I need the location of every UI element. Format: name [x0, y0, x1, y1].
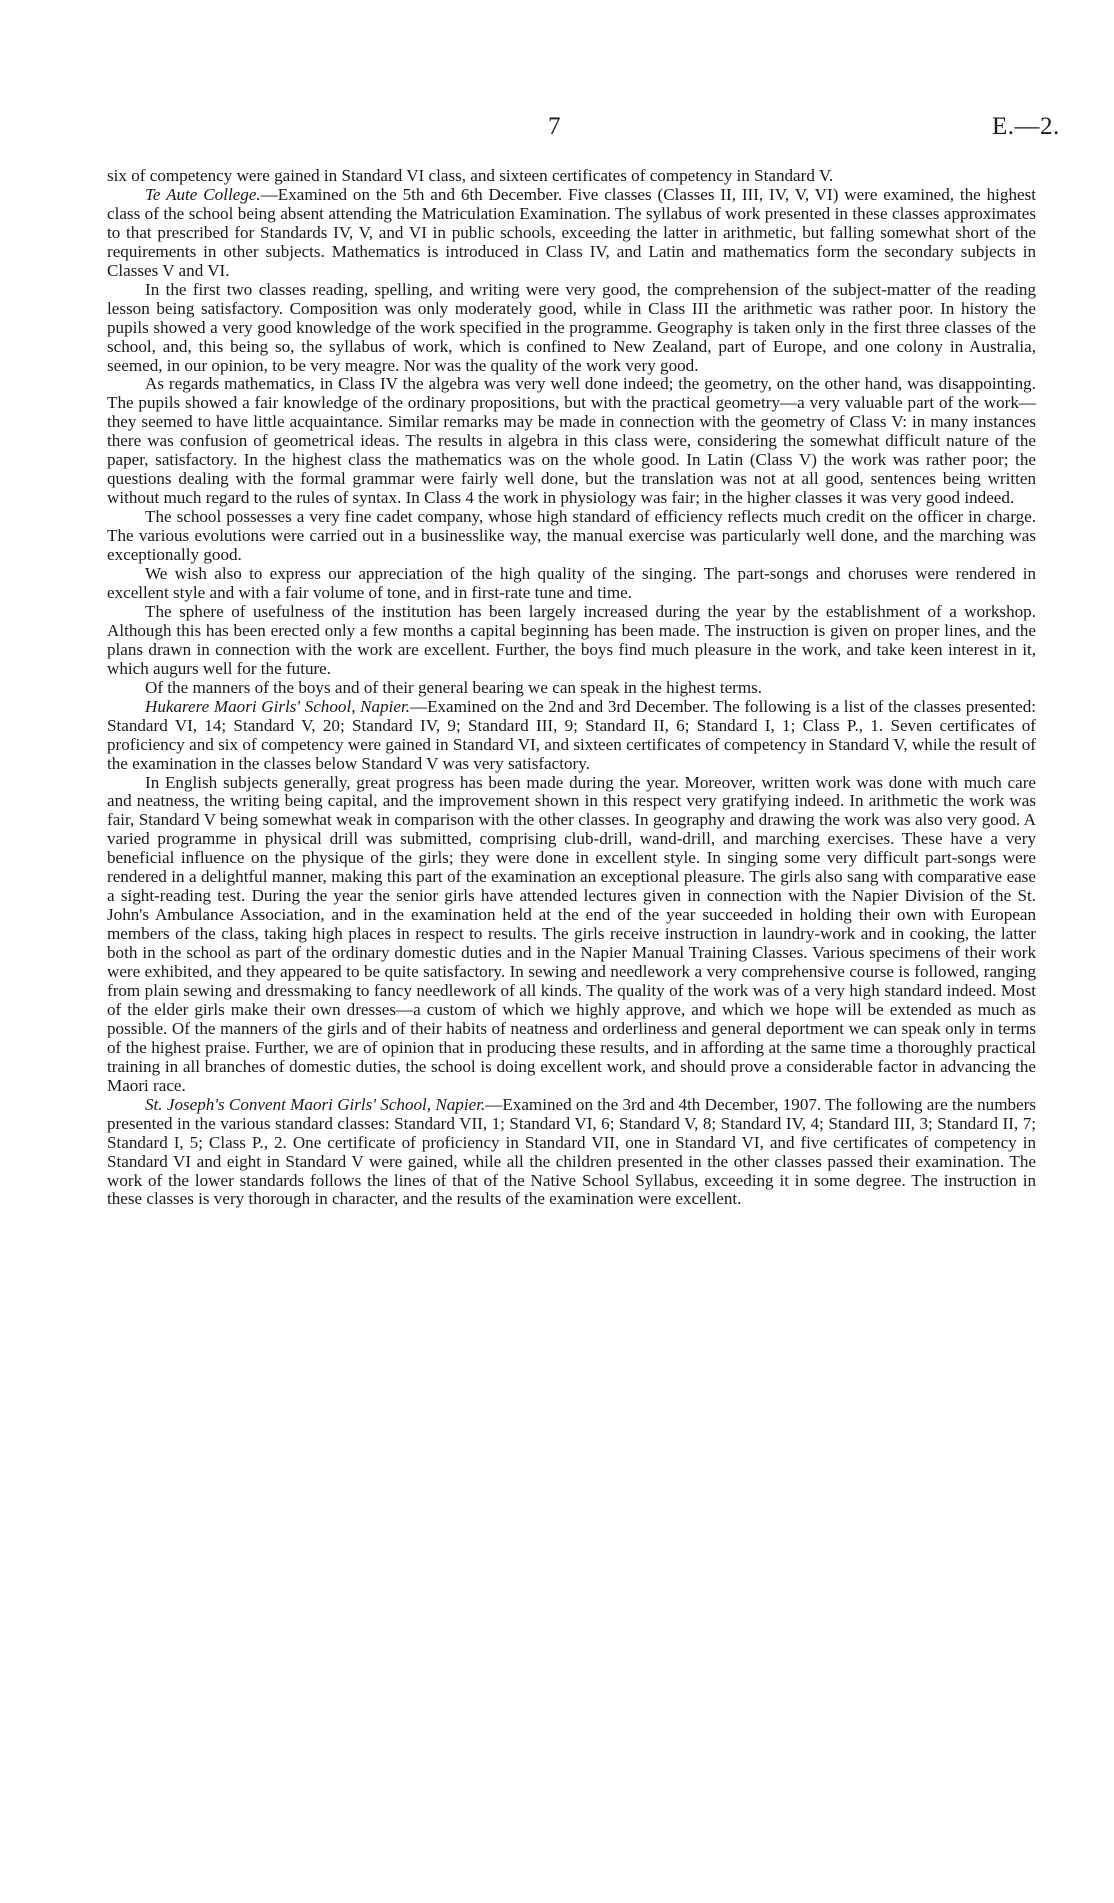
paragraph [107, 281, 1036, 376]
paragraph-text: As regards mathematics, in Class IV the algebra was very well done indeed; the geometry, on the other hand, was disappointing. The pupils showed a fair knowledge of the ordinary propositions, but with the practical geometry—a very valuable part of the work—they seemed to have little acquaintance. Similar remarks may be made in connection with the geometry of Class V: in many instances there was confusion of geometrical ideas. The results in algebra in this class were, considering the somewhat difficult nature of the paper, satisfactory. In the highest class the mathematics was on the whole good. In Latin (Class V) the work was rather poor; the questions dealing with the formal grammar were fairly well done, but the translation was not at all good, sentences being written without much regard to the rules of syntax. In Class 4 the work in physiology was fair; in the higher classes it was very good indeed. [107, 374, 1036, 508]
paragraph [107, 1096, 1036, 1210]
section-lead: Hukarere Maori Girls' School, Napier. [145, 696, 410, 716]
paragraph [107, 375, 1036, 508]
paragraph [107, 679, 1036, 698]
paragraph-text: In English subjects generally, great progress has been made during the year. Moreover, written work was done with much care and neatness, the writing being capital, and the improvement shown in this respect very gratifying indeed. In arithmetic the work was fair, Standard V being somewhat weak in comparison with the other classes. In geography and drawing the work was also very good. A varied programme in physical drill was submitted, comprising club-drill, wand-drill, and marching exercises. These have a very beneficial influence on the physique of the girls; they were done in excellent style. In singing some very difficult part-songs were rendered in a delightful manner, making this part of the examination an exceptional pleasure. The girls also sang with comparative ease a sight-reading test. During the year the senior girls have attended lectures given in connection with the Napier Division of the St. John's Ambulance Association, and in the examination held at the end of the year succeeded in holding their own with European members of the class, taking high places in respect to results. The girls receive instruction in laundry-work and in cooking, the latter both in the school as part of the ordinary domestic duties and in the Napier Manual Training Classes. Various specimens of their work were exhibited, and they appeared to be quite satisfactory. In sewing and needlework a very comprehensive course is followed, ranging from plain sewing and dressmaking to fancy needlework of all kinds. The quality of the work was of a very high standard indeed. Most of the elder girls make their own dresses—a custom of which we highly approve, and which we hope will be extended as much as possible. Of the manners of the girls and of their habits of neatness and orderliness and general deportment we can speak only in terms of the highest praise. Further, we are of opinion that in producing these results, and in affording at the same time a thoroughly practical training in all branches of domestic duties, the school is doing excellent work, and should prove a considerable factor in advancing the Maori race. [107, 772, 1036, 1095]
paragraph-text: The sphere of usefulness of the institution has been largely increased during the year by the establishment of a workshop. Although this has been erected only a few months a capital beginning has been made. The instruction is given on proper lines, and the plans drawn in connection with the work are excellent. Further, the boys find much pleasure in the work, and take keen interest in it, which augurs well for the future. [107, 601, 1036, 678]
paragraph [107, 698, 1036, 774]
page-number: 7 [548, 113, 561, 140]
body-text [107, 167, 1036, 1209]
paragraph [107, 774, 1036, 1096]
paragraph-text: —Examined on the 3rd and 4th December, 1907. The following are the numbers presented in the various standard classes: Standard VII, 1; Standard VI, 6; Standard V, 8; Standard IV, 4; Standard III, 3; Standard II, 7; Standard I, 5; Class P., 2. One certificate of proficiency in Standard VII, one in Standard VI, and five certificates of competency in Standard VI and eight in Standard V were gained, while all the children presented in the other classes passed their examination. The work of the lower standards follows the lines of that of the Native School Syllabus, exceeding it in some degree. The instruction in these classes is very thorough in character, and the results of the examination were excellent. [107, 1094, 1036, 1209]
paragraph [107, 508, 1036, 565]
document-reference: E.—2. [992, 113, 1060, 140]
section-lead: Te Aute College. [145, 184, 261, 204]
paragraph-text: In the first two classes reading, spelling, and writing were very good, the comprehension of the subject-matter of the reading lesson being satisfactory. Composition was only moderately good, while in Class III the arithmetic was rather poor. In history the pupils showed a very good knowledge of the work specified in the programme. Geography is taken only in the first three classes of the school, and, this being so, the syllabus of work, which is confined to New Zealand, part of Europe, and one colony in Australia, seemed, in our opinion, to be very meagre. Nor was the quality of the work very good. [107, 279, 1036, 375]
paragraph-text: —Examined on the 5th and 6th December. Five classes (Classes II, III, IV, V, VI) were examined, the highest class of the school being absent attending the Matriculation Examination. The syllabus of work presented in these classes approximates to that prescribed for Standards IV, V, and VI in public schools, exceeding the latter in arithmetic, but falling somewhat short of the requirements in other subjects. Mathematics is introduced in Class IV, and Latin and mathematics form the secondary subjects in Classes V and VI. [107, 184, 1036, 280]
paragraph-text: Of the manners of the boys and of their general bearing we can speak in the highest terms. [145, 677, 763, 697]
paragraph-text: The school possesses a very fine cadet company, whose high standard of efficiency reflects much credit on the officer in charge. The various evolutions were carried out in a businesslike way, the manual exercise was particularly well done, and the marching was exceptionally good. [107, 507, 1036, 565]
paragraph [107, 167, 1036, 186]
paragraph [107, 565, 1036, 603]
paragraph-text: six of competency were gained in Standard VI class, and sixteen certificates of competency in Standard V. [107, 166, 834, 185]
paragraph-text: We wish also to express our appreciation of the high quality of the singing. The part-songs and choruses were rendered in excellent style and with a fair volume of tone, and in first-rate tune and time. [107, 564, 1036, 602]
section-lead: St. Joseph's Convent Maori Girls' School, Napier. [145, 1094, 486, 1114]
paragraph [107, 603, 1036, 679]
paragraph [107, 186, 1036, 281]
paragraph-text: —Examined on the 2nd and 3rd December. The following is a list of the classes presented: Standard VI, 14; Standard V, 20; Standard IV, 9; Standard III, 9; Standard II, 6; Standard I, 1; Class P., 1. Seven certificates of proficiency and six of competency were gained in Standard VI, and sixteen certificates of competency in Standard V, while the result of the examination in the classes below Standard V was very satisfactory. [107, 696, 1036, 773]
